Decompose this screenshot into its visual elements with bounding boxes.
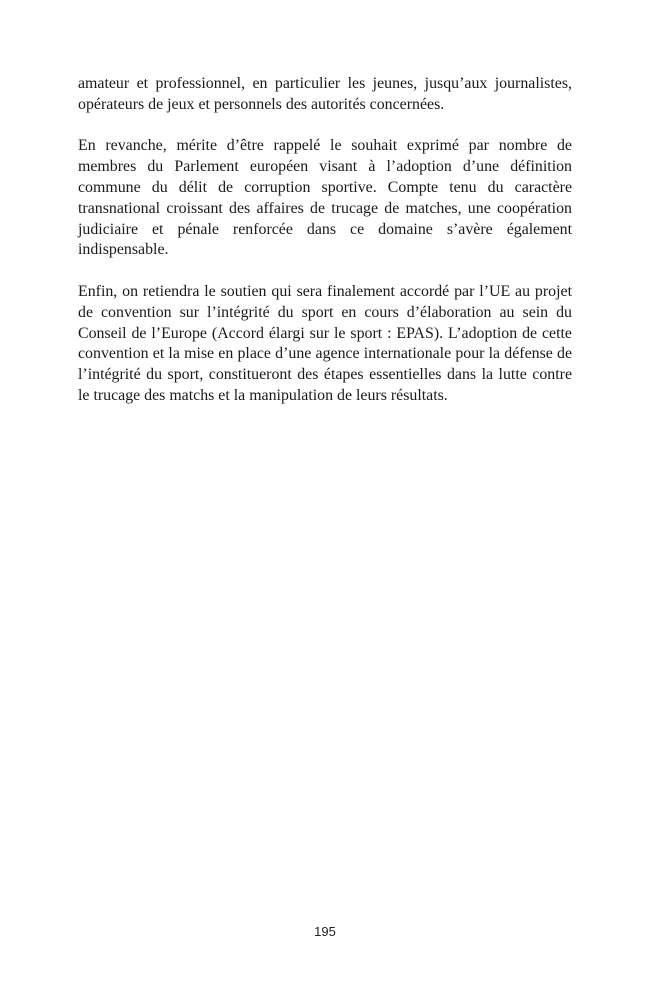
paragraph-1: amateur et professionnel, en particulier les jeunes, jusqu’aux journalistes, opérateurs de jeux et personnels des autorités concernées. [78, 75, 572, 113]
body-text [78, 74, 572, 428]
paragraph-2: En revanche, mérite d’être rappelé le souhait exprimé par nombre de membres du Parlement européen visant à l’adoption d’une définition commune du délit de corruption sportive. Compte tenu du caractère transnational croissant des affaires de trucage de matches, une coopération judiciaire et pénale renforcée dans ce domaine s’avère également indispensable. [78, 137, 572, 259]
page-number: 195 [314, 924, 336, 939]
paragraph-3: Enfin, on retiendra le soutien qui sera finalement accordé par l’UE au projet de convention sur l’intégrité du sport en cours d’élaboration au sein du Conseil de l’Europe (Accord élargi sur le sport : EPAS). L’adoption de cette convention et la mise en place d’une agence internationale pour la défense de l’intégrité du sport, constitueront des étapes essentielles dans la lutte contre le trucage des matchs et la manipulation de leurs résultats. [78, 282, 572, 404]
